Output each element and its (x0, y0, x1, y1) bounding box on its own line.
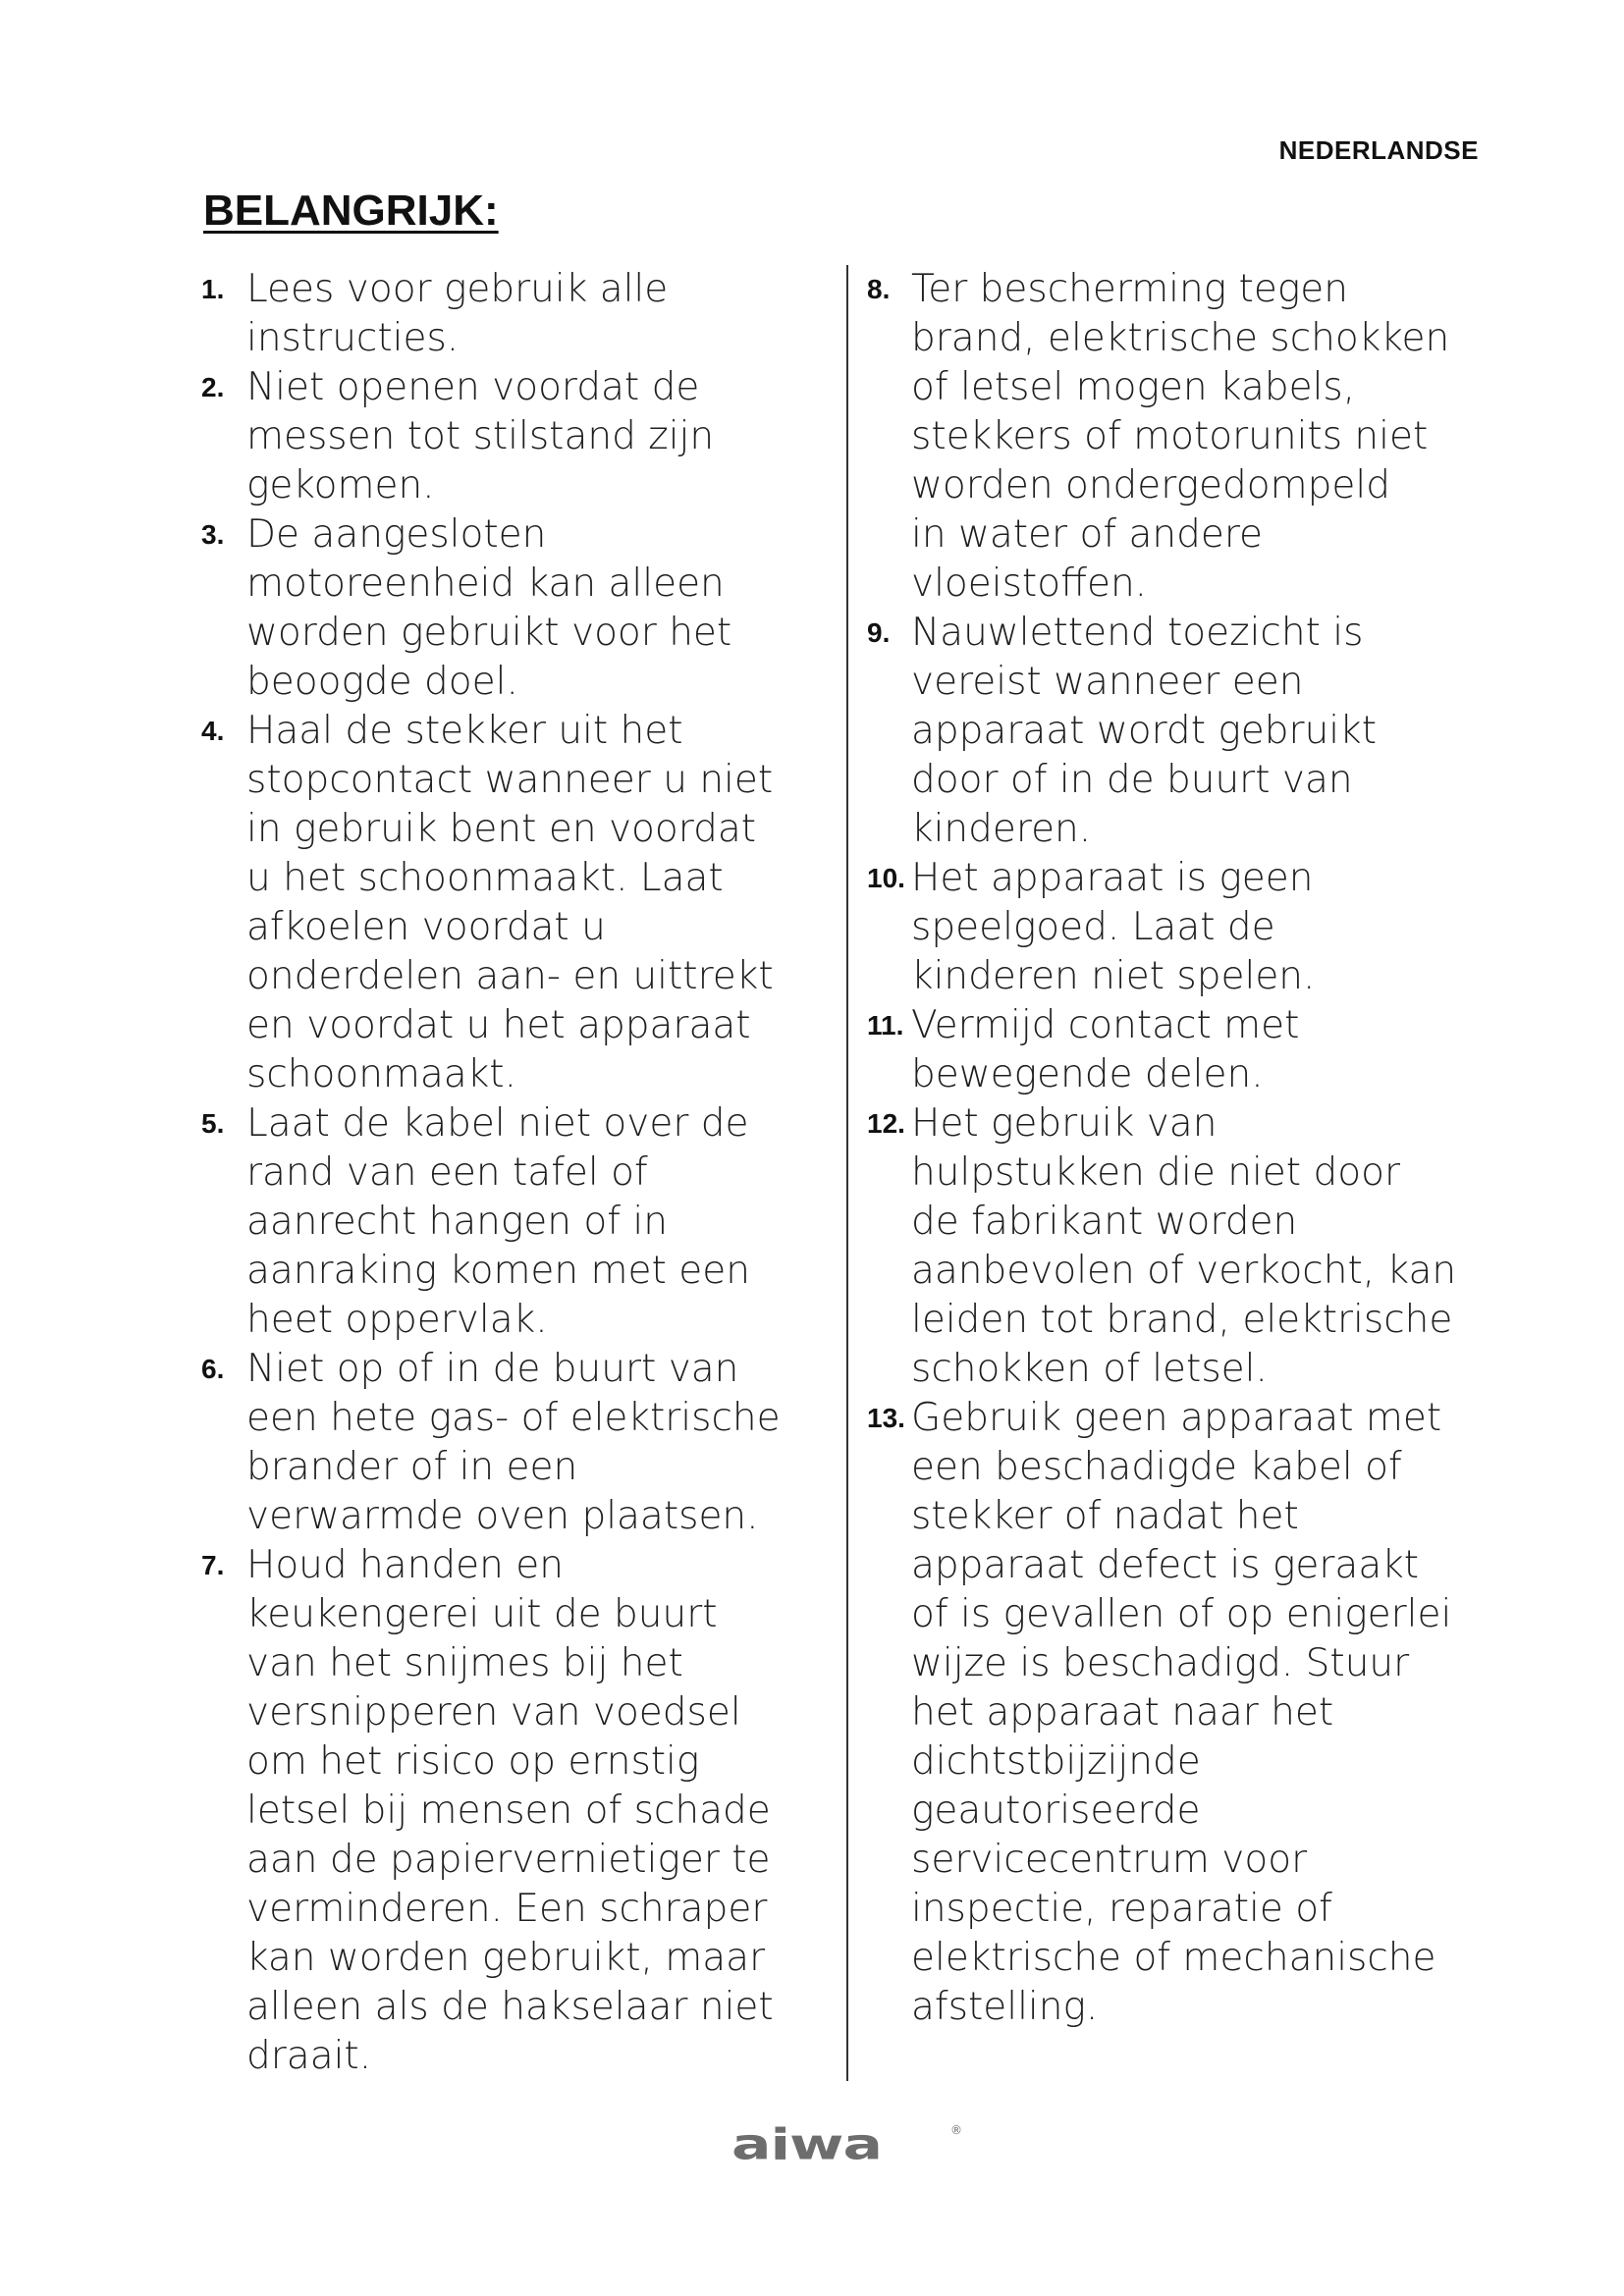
instruction-line: rand van een tafel of (246, 1150, 648, 1195)
instruction-number: 9. (867, 617, 891, 648)
instruction-number: 12. (867, 1108, 905, 1139)
instruction-line: een beschadigde kabel of (911, 1445, 1402, 1489)
instruction-line: vereist wanneer een (911, 660, 1304, 704)
instruction-line: kinderen niet spelen. (911, 954, 1316, 998)
instruction-line: Gebruik geen apparaat met (911, 1396, 1442, 1440)
instruction-line: of is gevallen of op enigerlei (911, 1592, 1452, 1636)
instruction-line: kinderen. (911, 807, 1092, 851)
instruction-line: heet oppervlak. (246, 1298, 548, 1342)
instruction-line: kan worden gebruikt, maar (246, 1936, 766, 1980)
instruction-item (867, 854, 1495, 1001)
instruction-line: De aangesloten (246, 512, 547, 557)
instruction-line: letsel bij mensen of schade (246, 1789, 771, 1833)
instruction-item (867, 265, 1495, 609)
instruction-line: Het gebruik van (911, 1101, 1218, 1146)
instruction-item (201, 707, 830, 1099)
instruction-line: Niet op of in de buurt van (246, 1347, 739, 1391)
instruction-line: beoogde doel. (246, 660, 518, 704)
instruction-line: aanrecht hangen of in (246, 1200, 668, 1244)
instruction-line: schoonmaakt. (246, 1052, 516, 1096)
page-title: BELANGRIJK: (203, 187, 499, 235)
instruction-line: u het schoonmaakt. Laat (246, 856, 724, 900)
instruction-line: vloeistoffen. (911, 561, 1148, 606)
instruction-line: keukengerei uit de buurt (246, 1592, 718, 1636)
instruction-item (867, 1001, 1495, 1099)
instruction-number: 1. (201, 274, 225, 304)
instruction-line: afkoelen voordat u (246, 905, 606, 949)
instruction-line: in water of andere (911, 512, 1263, 557)
instruction-item (867, 609, 1495, 854)
registered-mark: ® (950, 2123, 962, 2137)
instruction-item (201, 1345, 830, 1541)
instruction-line: wijze is beschadigd. Stuur (911, 1641, 1410, 1685)
instruction-line: brander of in een (246, 1445, 578, 1489)
instruction-number: 11. (867, 1010, 904, 1041)
instruction-line: worden gebruikt voor het (246, 611, 732, 655)
instruction-line: versnipperen van voedsel (246, 1690, 741, 1735)
instruction-line: brand, elektrische schokken (911, 316, 1450, 360)
instruction-line: Lees voor gebruik alle (246, 267, 669, 311)
instruction-number: 3. (201, 519, 225, 550)
language-label: NEDERLANDSE (1278, 135, 1479, 165)
instruction-number: 13. (867, 1403, 905, 1433)
instruction-line: leiden tot brand, elektrische (911, 1298, 1453, 1342)
instruction-line: Nauwlettend toezicht is (911, 611, 1364, 655)
instruction-number: 6. (201, 1354, 225, 1384)
instruction-number: 5. (201, 1108, 225, 1139)
instruction-line: messen tot stilstand zijn (246, 414, 715, 458)
instruction-line: inspectie, reparatie of (911, 1887, 1332, 1931)
instructions-right-column (867, 265, 1495, 2032)
instruction-line: apparaat defect is geraakt (911, 1543, 1420, 1587)
instruction-line: het apparaat naar het (911, 1690, 1334, 1735)
instruction-line: afstelling. (911, 1985, 1099, 2029)
instruction-line: verminderen. Een schraper (246, 1887, 768, 1931)
brand-logo-text: aiwa (731, 2119, 882, 2170)
instruction-line: verwarmde oven plaatsen. (246, 1494, 759, 1538)
instruction-line: schokken of letsel. (911, 1347, 1268, 1391)
instruction-line: elektrische of mechanische (911, 1936, 1436, 1980)
instruction-number: 7. (201, 1550, 225, 1580)
instruction-line: Laat de kabel niet over de (246, 1101, 749, 1146)
instruction-line: draait. (246, 2034, 372, 2078)
instruction-line: Houd handen en (246, 1543, 564, 1587)
instruction-line: stekkers of motorunits niet (911, 414, 1429, 458)
instruction-line: motoreenheid kan alleen (246, 561, 725, 606)
instruction-item (201, 510, 830, 707)
instruction-line: apparaat wordt gebruikt (911, 709, 1377, 753)
instruction-line: door of in de buurt van (911, 758, 1353, 802)
instruction-line: of letsel mogen kabels, (911, 365, 1356, 409)
instructions-left-column (201, 265, 830, 2081)
instruction-item (201, 265, 830, 363)
instruction-line: van het snijmes bij het (246, 1641, 683, 1685)
instruction-line: aanraking komen met een (246, 1249, 750, 1293)
instruction-item (201, 363, 830, 510)
instruction-line: de fabrikant worden (911, 1200, 1298, 1244)
instruction-line: een hete gas- of elektrische (246, 1396, 781, 1440)
instruction-number: 2. (201, 372, 225, 402)
instruction-item (867, 1099, 1495, 1394)
instruction-line: Niet openen voordat de (246, 365, 700, 409)
instruction-line: Het apparaat is geen (911, 856, 1314, 900)
instruction-number: 8. (867, 274, 891, 304)
instruction-line: om het risico op ernstig (246, 1739, 700, 1784)
instruction-line: instructies. (246, 316, 460, 360)
column-divider (846, 265, 848, 2081)
instruction-line: in gebruik bent en voordat (246, 807, 757, 851)
instruction-line: hulpstukken die niet door (911, 1150, 1400, 1195)
instruction-line: alleen als de hakselaar niet (246, 1985, 774, 2029)
instruction-line: Ter bescherming tegen (911, 267, 1348, 311)
instruction-item (867, 1394, 1495, 2032)
instruction-line: aanbevolen of verkocht, kan (911, 1249, 1457, 1293)
instruction-item (201, 1099, 830, 1345)
instruction-line: speelgoed. Laat de (911, 905, 1275, 949)
instruction-item (201, 1541, 830, 2081)
instruction-line: stekker of nadat het (911, 1494, 1299, 1538)
instruction-line: onderdelen aan- en uittrekt (246, 954, 774, 998)
instruction-line: Haal de stekker uit het (246, 709, 683, 753)
brand-logo (731, 2119, 961, 2177)
instruction-line: Vermijd contact met (911, 1003, 1300, 1047)
instruction-line: bewegende delen. (911, 1052, 1264, 1096)
instruction-line: worden ondergedompeld (911, 463, 1390, 507)
instruction-number: 10. (867, 863, 905, 893)
instruction-line: en voordat u het apparaat (246, 1003, 751, 1047)
instruction-line: aan de papiervernietiger te (246, 1838, 771, 1882)
instruction-line: stopcontact wanneer u niet (246, 758, 774, 802)
instruction-line: dichtstbijzijnde (911, 1739, 1201, 1784)
instruction-line: servicecentrum voor (911, 1838, 1308, 1882)
instruction-line: gekomen. (246, 463, 435, 507)
instruction-number: 4. (201, 716, 225, 746)
instruction-line: geautoriseerde (911, 1789, 1201, 1833)
